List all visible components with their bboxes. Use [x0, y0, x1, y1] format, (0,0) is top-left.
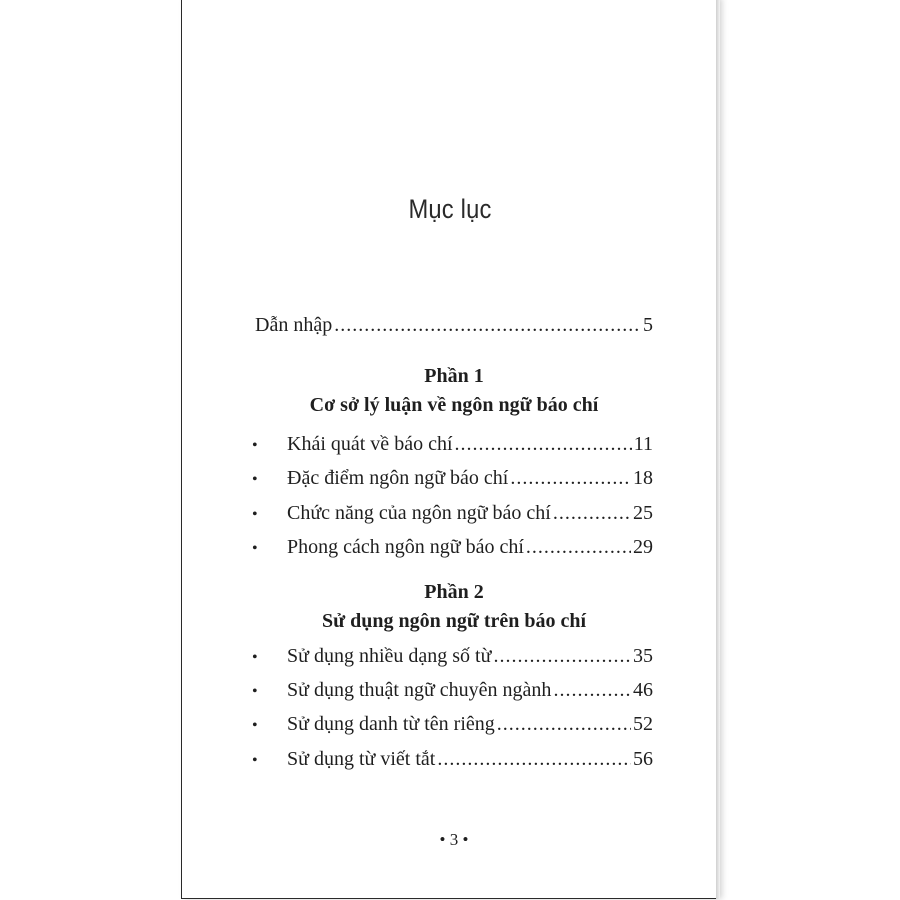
dot-leader [455, 433, 632, 456]
toc-entry-page: 46 [633, 679, 653, 701]
part-1-heading: Phần 1 [424, 365, 484, 387]
toc-entry-label: Chức năng của ngôn ngữ báo chí [287, 502, 551, 524]
bullet-icon: • [252, 649, 258, 666]
part-1-subtitle: Cơ sở lý luận về ngôn ngữ báo chí [309, 394, 599, 416]
dot-leader [437, 748, 631, 771]
dot-leader [526, 536, 631, 559]
toc-entry-label: Sử dụng nhiều dạng số từ [287, 645, 492, 667]
toc-entry-page: 11 [633, 433, 653, 455]
toc-entry [252, 502, 653, 525]
dot-leader [497, 713, 631, 736]
toc-entry [252, 467, 653, 490]
toc-entry-label: Sử dụng danh từ tên riêng [287, 713, 495, 735]
bullet-icon: • [252, 437, 258, 454]
book-page [181, 0, 718, 899]
bullet-icon: • [252, 717, 258, 734]
part-2-subtitle: Sử dụng ngôn ngữ trên báo chí [321, 610, 587, 632]
toc-entry-label: Đặc điểm ngôn ngữ báo chí [287, 467, 509, 489]
bullet-icon: • [252, 752, 258, 769]
toc-entry [252, 713, 653, 736]
page-number: • 3 • [439, 830, 469, 849]
toc-entry-label: Sử dụng thuật ngữ chuyên ngành [287, 679, 552, 701]
toc-entry [252, 645, 653, 668]
dot-leader [553, 502, 631, 525]
toc-entry-page: 5 [643, 314, 653, 336]
toc-entry-page: 35 [633, 645, 653, 667]
dot-leader [493, 645, 631, 668]
toc-entry-intro [255, 314, 653, 337]
dot-leader [334, 314, 641, 337]
toc-entry-page: 29 [633, 536, 653, 558]
toc-entry-page: 25 [633, 502, 653, 524]
toc-entry-label: Phong cách ngôn ngữ báo chí [287, 536, 524, 558]
toc-entry-page: 52 [633, 713, 653, 735]
bullet-icon: • [252, 540, 258, 557]
toc-entry-label: Dẫn nhập [255, 314, 333, 336]
toc-entry-page: 18 [633, 467, 653, 489]
toc-entry-page: 56 [633, 748, 653, 770]
page-edge-shadow [716, 0, 720, 899]
toc-entry [252, 433, 653, 456]
part-2-heading: Phần 2 [424, 581, 484, 603]
dot-leader [510, 467, 631, 490]
toc-entry-label: Khái quát về báo chí [287, 433, 453, 455]
toc-entry [252, 748, 653, 771]
page-title: Mục lục [408, 194, 492, 224]
toc-entry-label: Sử dụng từ viết tắt [287, 748, 436, 770]
bullet-icon: • [252, 471, 258, 488]
bullet-icon: • [252, 506, 258, 523]
bullet-icon: • [252, 683, 258, 700]
toc-entry [252, 679, 653, 702]
dot-leader [553, 679, 631, 702]
toc-entry [252, 536, 653, 559]
